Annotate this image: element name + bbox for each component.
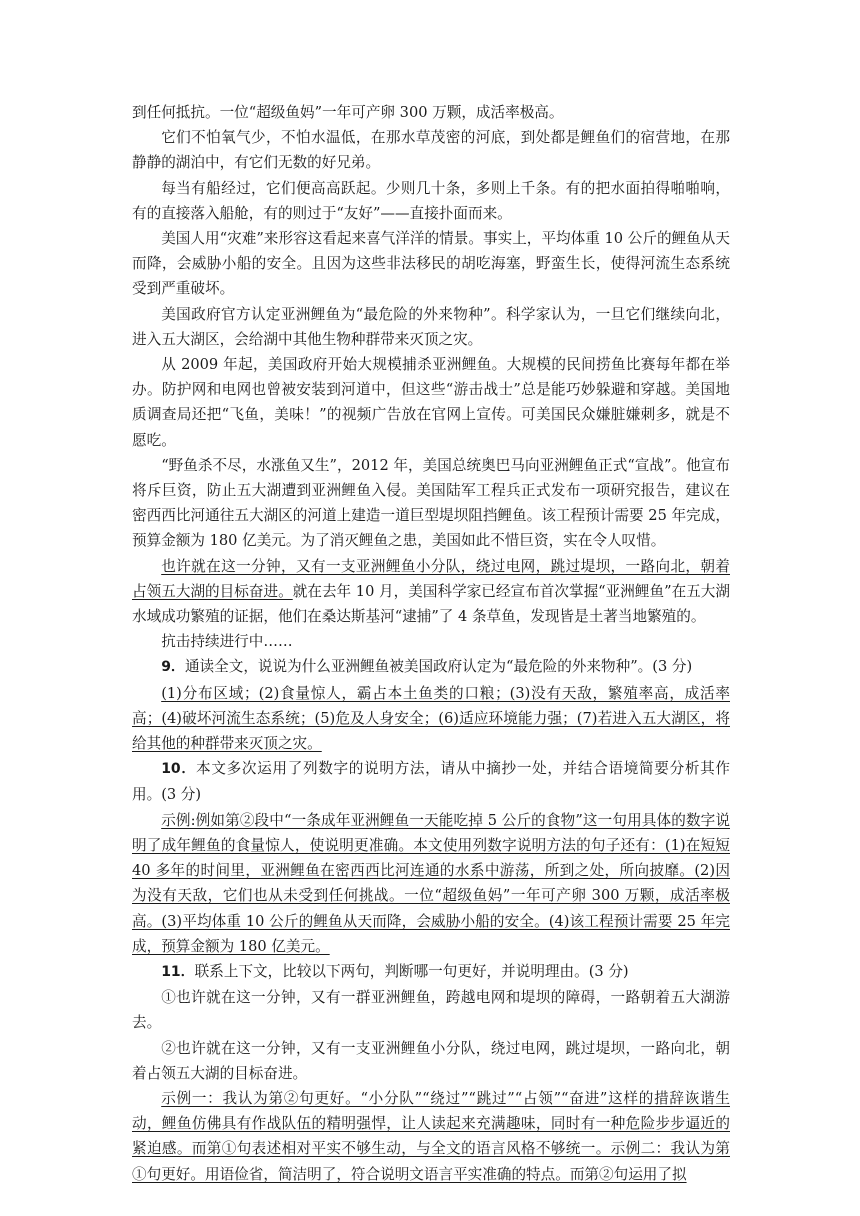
answer-text: 示例:例如第②段中“一条成年亚洲鲤鱼一天能吃掉 5 公斤的食物”这一句用具体的数字说明了成年鲤鱼的食量惊人，使说明更准确。本文使用列数字说明方法的句子还有：(1)在短短 40 多年的时间里，亚洲鲤鱼在密西西比河连通的水系中游荡，所到之处，所向披靡。(2)因为没有天敌，它们也从未受到任何挑战。一位“超级鱼妈”一年可产卵 300 万颗，成活率极高。(3)平均体重 10 公斤的鲤鱼从天而降，会威胁小船的安全。(4)该工程预计需要 25 年完成，预算金额为 180 亿美元。 [132,811,730,955]
question-number: 11． [161,963,195,980]
answer-9 [132,681,730,757]
question-number: 9． [161,659,185,676]
question-text: 通读全文，说说为什么亚洲鲤鱼被美国政府认定为“最危险的外来物种”。(3 分) [184,658,693,676]
question-number: 10． [161,761,197,778]
sentence-option-1: ①也许就在这一分钟，又有一群亚洲鲤鱼，跨越电网和堤坝的障碍，一路朝着五大湖游去。 [132,989,730,1032]
question-text: 联系上下文，比较以下两句，判断哪一句更好，并说明理由。(3 分) [194,962,629,980]
article-paragraph: 美国人用“灾难”来形容这看起来喜气洋洋的情景。事实上，平均体重 10 公斤的鲤鱼从天而降，会威胁小船的安全。且因为这些非法移民的胡吃海塞，野蛮生长，使得河流生态系统受到严重破坏。 [132,230,730,298]
underlined-sentence: 也许就在这一分钟，又有一支亚洲鲤鱼小分队，绕过电网，跳过堤坝，一路向北，朝着占领五大湖的目标奋进。 [132,557,730,600]
article-paragraph: 美国政府官方认定亚洲鲤鱼为“最危险的外来物种”。科学家认为，一旦它们继续向北，进入五大湖区，会给湖中其他生物种群带来灭顶之灾。 [132,305,730,348]
answer-11 [132,1086,730,1187]
answer-text: 示例一：我认为第②句更好。“小分队”“绕过”“跳过”“占领”“奋进”这样的措辞诙谐生动，鲤鱼仿佛具有作战队伍的精明强悍，让人读起来充满趣味，同时有一种危险步步逼近的紧迫感。而第①句表述相对平实不够生动，与全文的语言风格不够统一。示例二：我认为第①句更好。用语俭省，简洁明了，符合说明文语言平实准确的特点。而第②句运用了拟 [132,1089,730,1183]
document-page [132,100,730,1187]
sentence-option-2: ②也许就在这一分钟，又有一支亚洲鲤鱼小分队，绕过电网，跳过堤坝，一路向北，朝着占领五大湖的目标奋进。 [132,1039,730,1082]
question-9 [132,654,730,680]
answer-text: (1)分布区域；(2)食量惊人，霸占本土鱼类的口粮；(3)没有天敌，繁殖率高，成活率高；(4)破坏河流生态系统；(5)危及人身安全；(6)适应环境能力强；(7)若进入五大湖区，将给其他的种群带来灭顶之灾。 [132,684,730,753]
question-text: 本文多次运用了列数字的说明方法，请从中摘抄一处，并结合语境简要分析其作用。(3 分) [132,760,730,804]
question-11 [132,959,730,985]
article-paragraph: 抗击持续进行中…… [161,633,293,651]
question-10 [132,756,730,807]
answer-10 [132,808,730,959]
article-paragraph: 到任何抵抗。一位“超级鱼妈”一年可产卵 300 万颗，成活率极高。 [132,104,564,121]
article-paragraph: “野鱼杀不尽，水涨鱼又生”，2012 年，美国总统奥巴马向亚洲鲤鱼正式“宣战”。他宣布将斥巨资，防止五大湖遭到亚洲鲤鱼入侵。美国陆军工程兵正式发布一项研究报告，建议在密西西比河通往五大湖区的河道上建造一道巨型堤坝阻挡鲤鱼。该工程预计需要 25 年完成，预算金额为 180 亿美元。为了消灭鲤鱼之患，美国如此不惜巨资，实在令人叹惜。 [132,456,730,550]
article-paragraph: 它们不怕氧气少，不怕水温低，在那水草茂密的河底，到处都是鲤鱼们的宿营地，在那静静的湖泊中，有它们无数的好兄弟。 [132,129,730,172]
paragraph-rest: 就在去年 10 月，美国科学家已经宣布首次掌握“亚洲鲤鱼”在五大湖水域成功繁殖的证据，他们在桑达斯基河“逮捕”了 4 条草鱼，发现皆是土著当地繁殖的。 [132,582,730,626]
article-paragraph: 从 2009 年起，美国政府开始大规模捕杀亚洲鲤鱼。大规模的民间捞鱼比赛每年都在举办。防护网和电网也曾被安装到河道中，但这些“游击战士”总是能巧妙躲避和穿越。美国地质调查局还把“飞鱼，美味！”的视频广告放在官网上宣传。可美国民众嫌脏嫌刺多，就是不愿吃。 [132,356,730,449]
article-paragraph [132,554,730,630]
article-paragraph: 每当有船经过，它们便高高跃起。少则几十条，多则上千条。有的把水面拍得啪啪响，有的直接落入船舱，有的则过于“友好”——直接扑面而来。 [132,179,730,222]
